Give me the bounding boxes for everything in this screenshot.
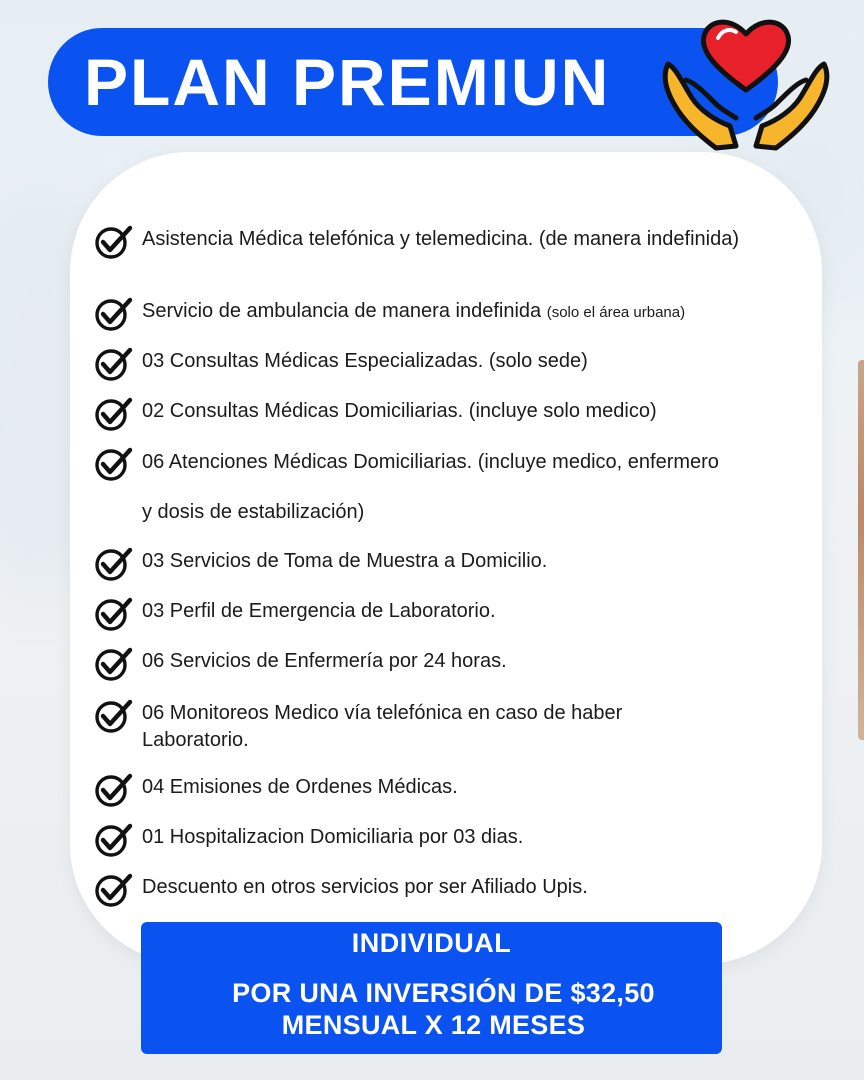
hands-holding-heart-icon — [656, 8, 836, 158]
benefit-main-text: Servicio de ambulancia de manera indefinida — [142, 300, 542, 322]
price-term-line: MENSUAL X 12 MESES — [281, 1010, 586, 1040]
benefit-text: 06 Atenciones Médicas Domiciliarias. (incluye medico, enfermero y dosis de estabilización) — [142, 451, 719, 523]
background-photo-edge — [858, 360, 864, 740]
benefits-card — [70, 152, 822, 964]
benefit-text: 06 Monitoreos Medico vía telefónica en caso de haber Laboratorio. — [142, 702, 623, 751]
benefit-text: 03 Servicios de Toma de Muestra a Domicilio. — [142, 550, 548, 572]
benefit-text: Descuento en otros servicios por ser Afiliado Upis. — [142, 876, 588, 898]
benefit-text: 02 Consultas Médicas Domiciliarias. (incluye solo medico) — [142, 400, 657, 422]
plan-type-label: INDIVIDUAL — [351, 928, 512, 958]
benefit-text: 03 Consultas Médicas Especializadas. (solo sede) — [142, 350, 588, 372]
benefit-text: 06 Servicios de Enfermería por 24 horas. — [142, 650, 507, 672]
price-line: POR UNA INVERSIÓN DE $32,50 — [232, 978, 655, 1008]
benefit-text: Asistencia Médica telefónica y telemedicina. (de manera indefinida) — [142, 228, 739, 250]
benefit-note: (solo el área urbana) — [546, 304, 686, 321]
benefit-text: 03 Perfil de Emergencia de Laboratorio. — [142, 600, 496, 622]
pricing-box — [141, 922, 722, 1054]
page-title: PLAN PREMIUN — [84, 45, 611, 119]
benefit-text: 01 Hospitalizacion Domiciliaria por 03 dias. — [142, 826, 524, 848]
benefit-text: 04 Emisiones de Ordenes Médicas. — [142, 776, 458, 798]
